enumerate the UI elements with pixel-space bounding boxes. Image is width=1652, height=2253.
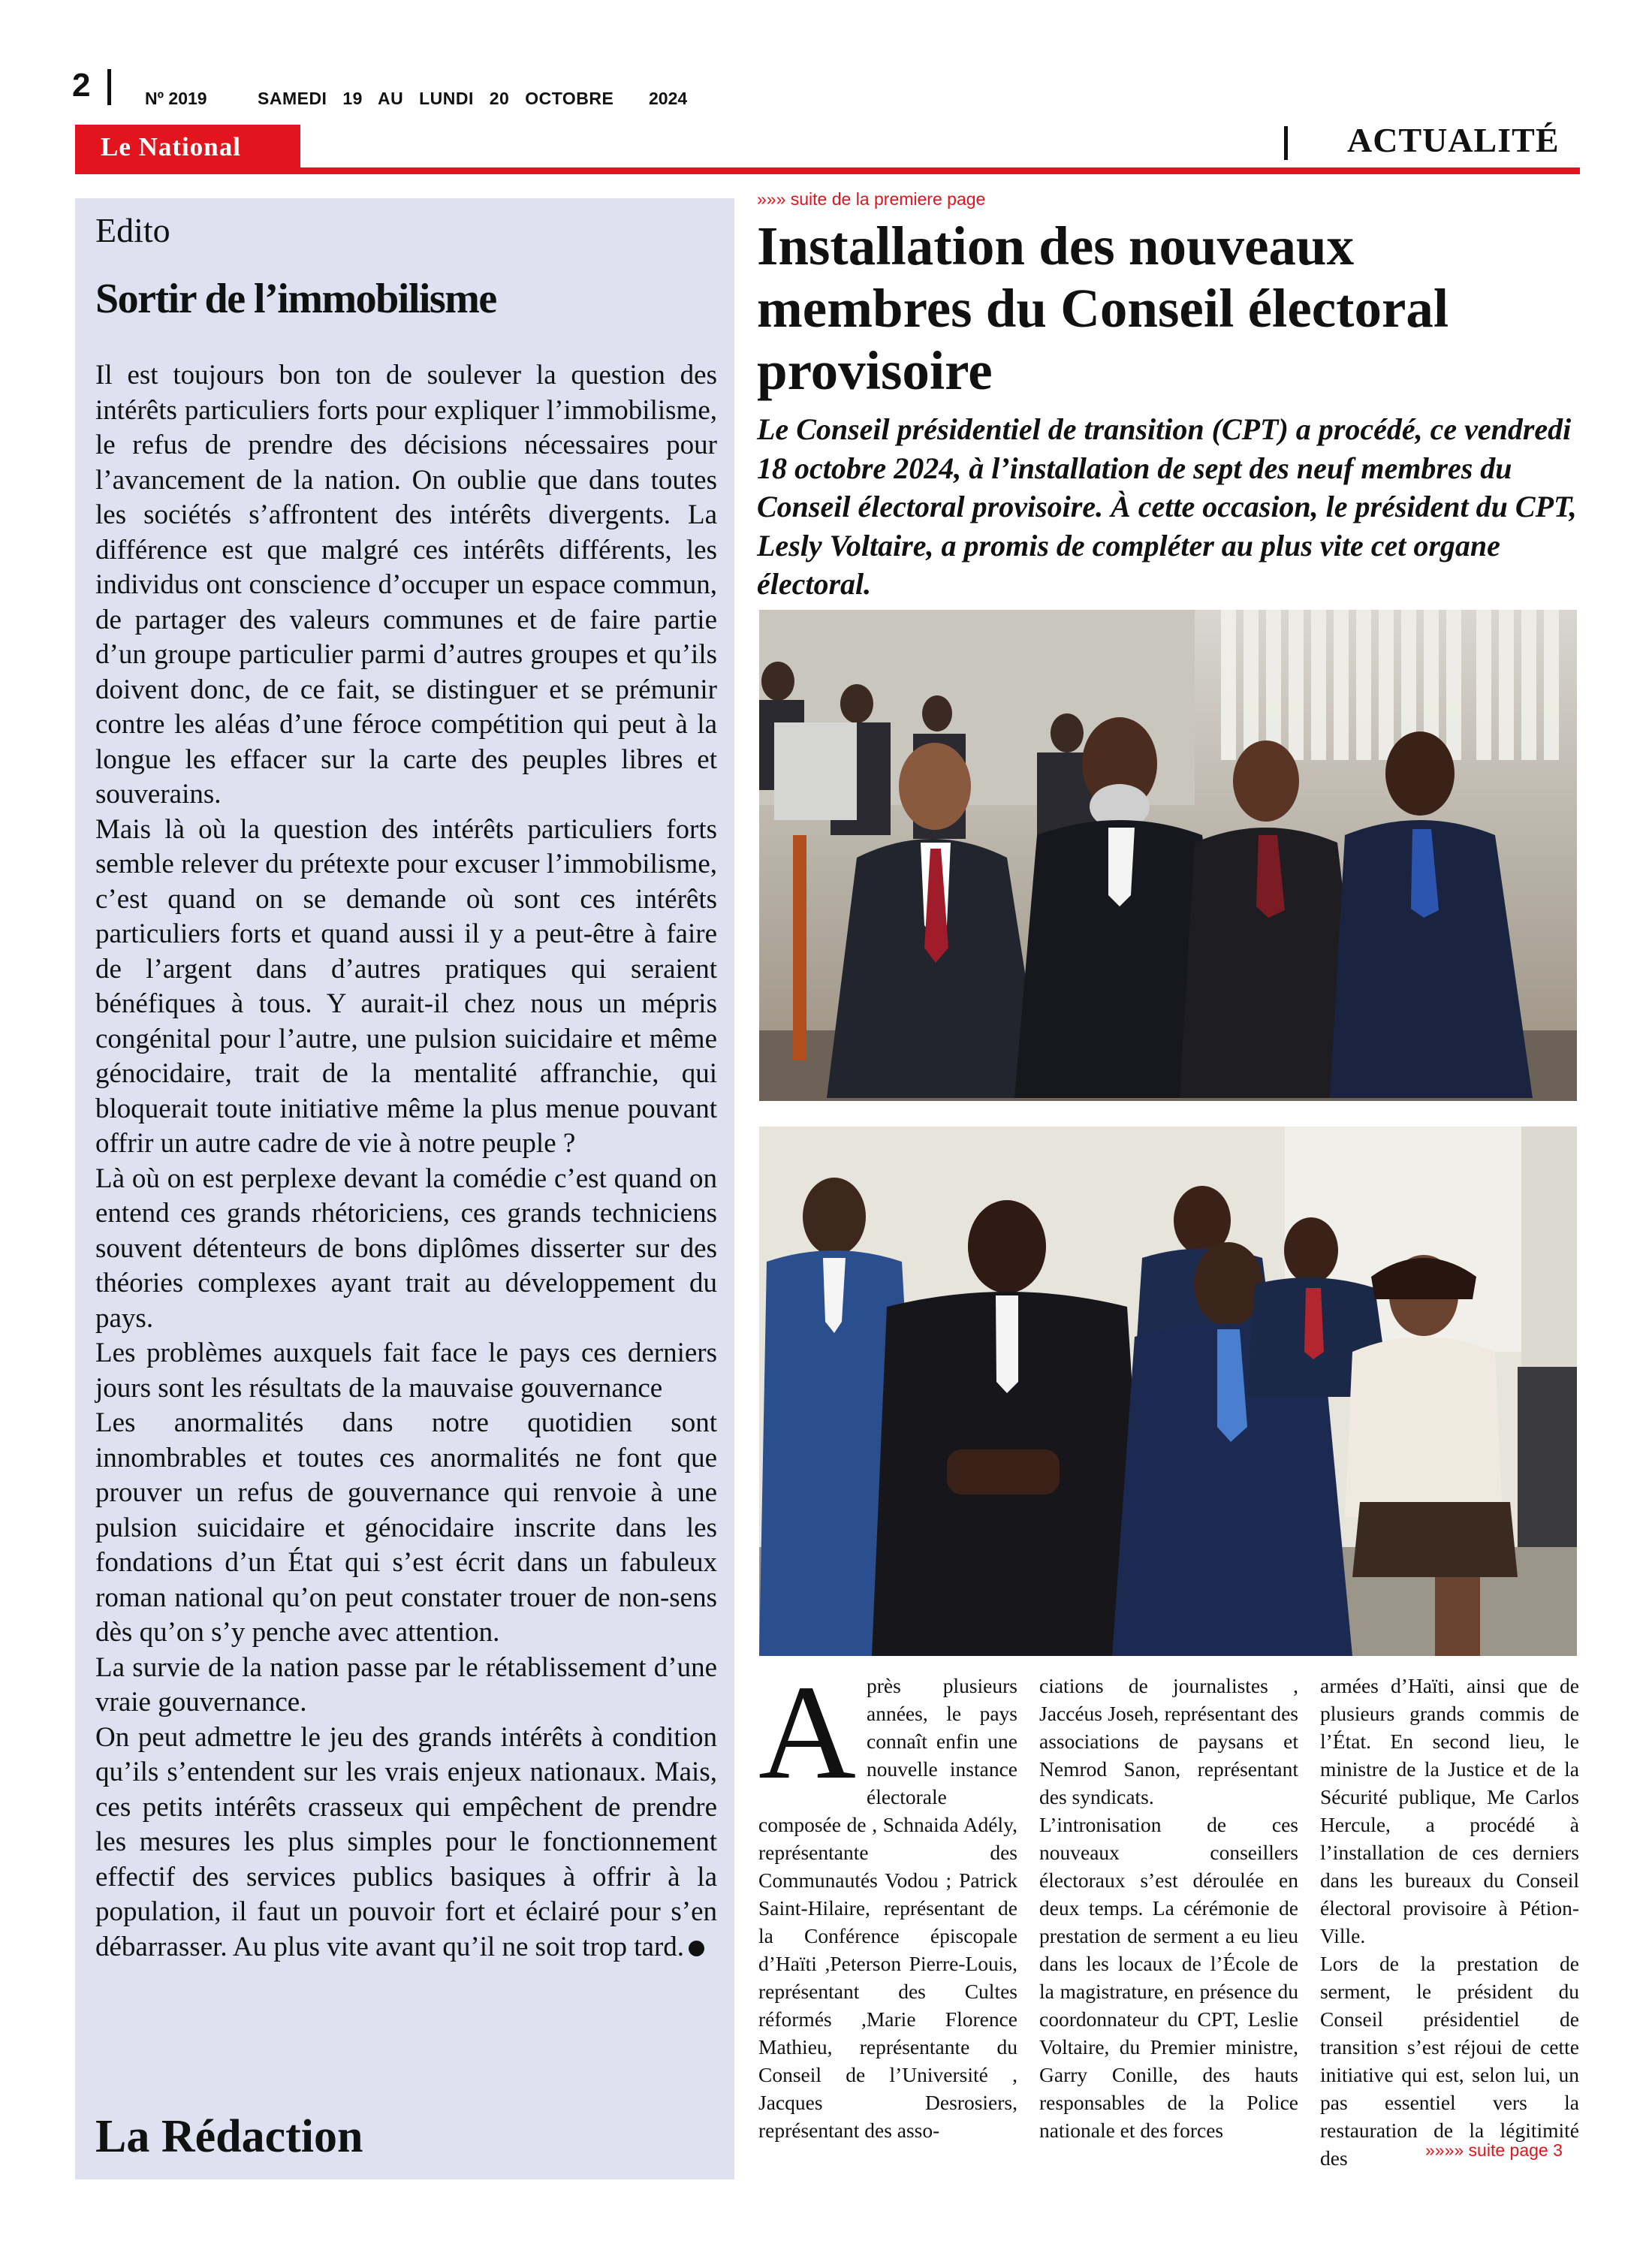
newspaper-name: Le National: [101, 132, 241, 161]
issue-number: Nº 2019: [145, 89, 207, 108]
photo-council-members-seated-image: [759, 1126, 1577, 1656]
edito-last-paragraph: [95, 1721, 717, 1965]
article-headline: Installation des nouveaux membres du Conseil électoral provisoire: [757, 216, 1449, 401]
edito-paragraph: Les anormalités dans notre quotidien sont innombrables et toutes ces anormalités ne font que prouver un refus de gouvernance qui renvoie à une pulsion suicidaire et génocidaire inscrite dans les fondations d’un État qui s’est écrit dans un fabuleux roman national qu’on peut constater trouer de non-sens dès qu’on s’y penche avec attention.: [95, 1407, 717, 1648]
section-label: ACTUALITÉ: [1347, 121, 1560, 159]
article-column-1: [758, 1657, 1017, 2144]
edito-paragraph: Il est toujours bon ton de soulever la question des intérêts particuliers forts pour expliquer l’immobilisme, le refus de prendre des décisions nécessaires pour l’avancement de la nation. On oublie que dans toutes les sociétés s’affrontent des intérêts divergents. La différence est que malgré ces intérêts différents, les individus ont conscience d’occuper un espace commun, de partager des valeurs communes et de faire partie d’un groupe particulier parmi d’autres groupes et qu’ils doivent donc, de ce fait, se distinguer et se prémunir contre les aléas d’une féroce compétition qui peut à la longue les effacer sur la carte des peuples libres et souverains.: [95, 360, 717, 810]
edito-kicker: Edito: [95, 211, 170, 249]
end-mark-icon: [689, 1941, 704, 1956]
article-text: près plusieurs années, le pays connaît enfin une nouvelle instance électorale composée de , Schnaida Adély, représentante des Communautés Vodou ; Patrick Saint-Hilaire, représentant de la Conférence épiscopale d’Haïti ,Peterson Pierre-Louis, représentant des Cultes réformés ,Marie Florence Mathieu, représentante du Conseil de l’Université , Jacques Desrosiers, représentant des asso-: [758, 1674, 1017, 2142]
article-paragraph: armées d’Haïti, ainsi que de plusieurs grands commis de l’État. En second lieu, le ministre de la Justice et de la Sécurité publique, Me Carlos Hercule, a procédé à l’installation de ces derniers dans les bureaux du Conseil électoral provisoire à Pétion-Ville.: [1320, 1674, 1579, 1947]
article-column-2: [1039, 1672, 1298, 2144]
photo-officials-seated: [759, 610, 1577, 1101]
issue-date: SAMEDI 19 AU LUNDI 20 OCTOBRE: [258, 89, 614, 108]
issue-year: 2024: [649, 89, 688, 108]
photo-officials-seated-image: [759, 610, 1577, 1101]
header-rule: [75, 167, 1580, 174]
article-paragraph: L’intronisation de ces nouveaux conseillers électoraux s’est déroulée en deux temps. La cérémonie de prestation de serment a eu lieu dans les locaux de l’École de la magistrature, en présence du coordonnateur du CPT, Leslie Voltaire, du Premier ministre, Garry Conille, des hauts responsables de la Police nationale et des forces: [1039, 1813, 1298, 2142]
continued-from-link[interactable]: »»» suite de la premiere page: [757, 189, 986, 209]
edito-signature: La Rédaction: [95, 2111, 363, 2162]
section-divider: [1284, 126, 1288, 160]
edito-paragraph: Là où on est perplexe devant la comédie c’est quand on entend ces grands rhétoriciens, ces grands techniciens souvent détenteurs de bons diplômes disserter sur des théories complexes ayant trait au développement du pays.: [95, 1163, 717, 1334]
article-paragraph: Lors de la prestation de serment, le président du Conseil présidentiel de transition s’est réjoui de cette initiative qui est, selon lui, un pas essentiel vers la restauration de la légitimité des: [1320, 1952, 1579, 2170]
edito-paragraph-text: On peut admettre le jeu des grands intérêts à condition qu’ils s’entendent sur les vrais enjeux nationaux. Mais, ces petits intérêts crasseux qui empêchent de prendre les mesures les plus simples pour le fonctionnement effectif des services publics basiques à offrir à la population, il faut un pouvoir fort et éclairé pour s’en débarrasser. Au plus vite avant qu’il ne soit trop tard.: [95, 1721, 717, 1962]
continued-on-link[interactable]: »»»» suite page 3: [1425, 2140, 1563, 2160]
article-lede: Le Conseil présidentiel de transition (CPT) a procédé, ce vendredi 18 octobre 2024, à l’installation de sept des neuf membres du Conseil électoral provisoire. À cette occasion, le président du CPT, Lesly Voltaire, a promis de compléter au plus vite cet organe électoral.: [757, 412, 1577, 601]
photo-council-members-seated: [759, 1126, 1577, 1656]
page-number: 2: [72, 67, 91, 104]
edito-paragraph: Les problèmes auxquels fait face le pays ces derniers jours sont les résultats de la mauvaise gouvernance: [95, 1338, 717, 1404]
edito-title: Sortir de l’immobilisme: [95, 276, 496, 322]
article-paragraph: ciations de journalistes , Jaccéus Joseh, représentant des associations de paysans et Nemrod Sanon, représentant des syndicats.: [1039, 1674, 1298, 1808]
edito-paragraph: Mais là où la question des intérêts particuliers forts semble relever du prétexte pour excuser l’immobilisme, c’est quand on se demande où sont ces intérêts particuliers forts et quand aussi il y a peut-être à faire de l’argent dans d’autres pratiques qui seraient bénéfiques à tous. Y aurait-il chez nous un mépris congénital pour l’autre, une pulsion suicidaire et même génocidaire, trait de la mentalité affranchie, qui bloquerait toute initiative même la plus menue pouvant offrir un autre cadre de vie à notre peuple ?: [95, 813, 717, 1159]
drop-cap: A: [758, 1657, 856, 1807]
edito-paragraph: La survie de la nation passe par le rétablissement d’une vraie gouvernance.: [95, 1651, 717, 1718]
header-divider: [107, 69, 111, 105]
article-column-3: [1320, 1672, 1579, 2172]
edito-body: [95, 358, 717, 1965]
